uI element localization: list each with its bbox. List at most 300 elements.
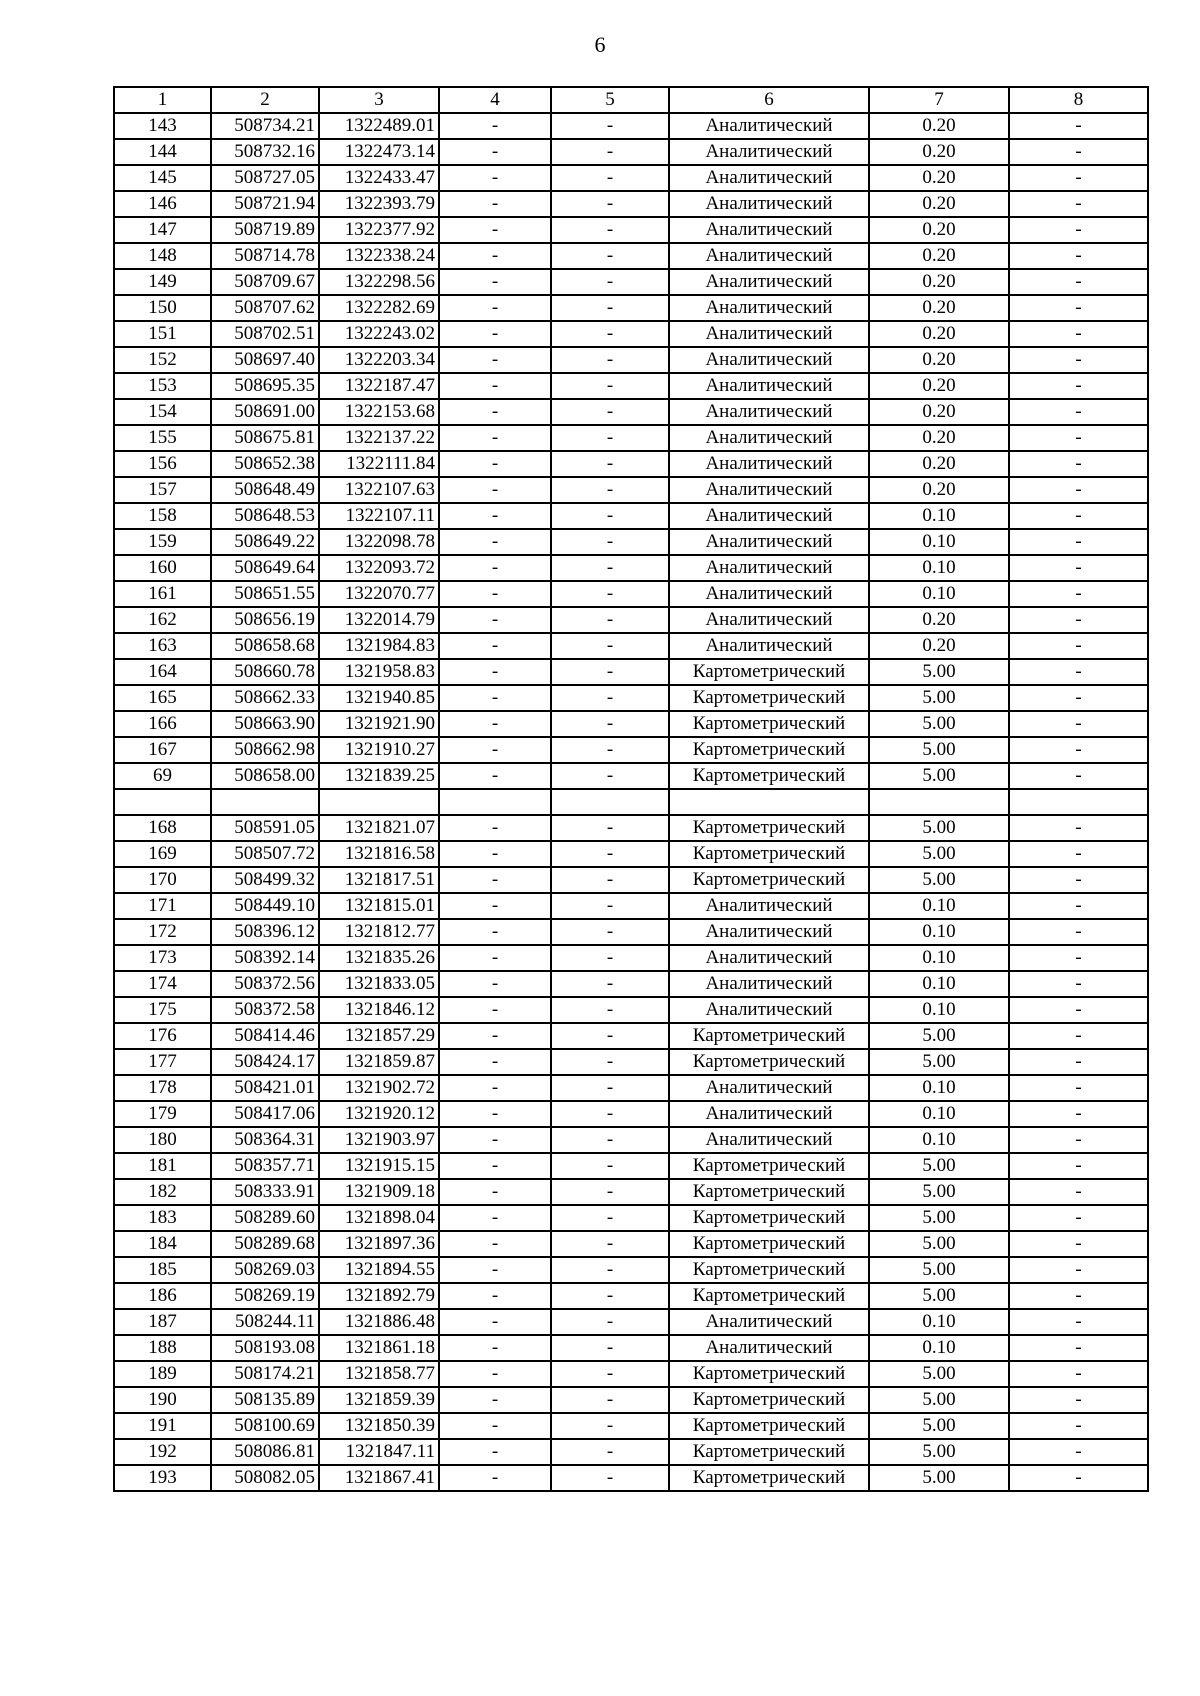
column-4-cell: - (439, 763, 551, 789)
point-number-cell: 179 (114, 1101, 211, 1127)
point-number-cell: 169 (114, 841, 211, 867)
y-coordinate-cell: 1322473.14 (319, 139, 439, 165)
column-5-cell: - (551, 763, 669, 789)
y-coordinate-cell: 1321898.04 (319, 1205, 439, 1231)
point-number-cell: 176 (114, 1023, 211, 1049)
method-cell: Картометрический (669, 1231, 869, 1257)
table-row (114, 1179, 1148, 1205)
column-8-cell: - (1009, 373, 1148, 399)
accuracy-cell: 0.10 (869, 945, 1009, 971)
method-cell: Аналитический (669, 243, 869, 269)
column-5-cell: - (551, 1361, 669, 1387)
x-coordinate-cell (211, 789, 319, 815)
accuracy-cell: 5.00 (869, 867, 1009, 893)
table-row (114, 451, 1148, 477)
point-number-cell: 171 (114, 893, 211, 919)
y-coordinate-cell: 1322187.47 (319, 373, 439, 399)
column-4-cell: - (439, 1205, 551, 1231)
accuracy-cell: 5.00 (869, 1439, 1009, 1465)
x-coordinate-cell: 508289.68 (211, 1231, 319, 1257)
table-row (114, 425, 1148, 451)
x-coordinate-cell: 508649.22 (211, 529, 319, 555)
x-coordinate-cell: 508414.46 (211, 1023, 319, 1049)
column-8-cell: - (1009, 1361, 1148, 1387)
x-coordinate-cell: 508663.90 (211, 711, 319, 737)
point-number-cell: 163 (114, 633, 211, 659)
x-coordinate-cell: 508100.69 (211, 1413, 319, 1439)
column-8-cell: - (1009, 347, 1148, 373)
y-coordinate-cell: 1322111.84 (319, 451, 439, 477)
y-coordinate-cell: 1321892.79 (319, 1283, 439, 1309)
column-8-cell: - (1009, 1413, 1148, 1439)
column-5-cell (551, 789, 669, 815)
column-8-cell: - (1009, 529, 1148, 555)
accuracy-cell: 5.00 (869, 1413, 1009, 1439)
column-5-cell: - (551, 529, 669, 555)
column-8-cell: - (1009, 191, 1148, 217)
accuracy-cell: 0.20 (869, 373, 1009, 399)
x-coordinate-cell: 508396.12 (211, 919, 319, 945)
x-coordinate-cell: 508651.55 (211, 581, 319, 607)
column-8-cell: - (1009, 217, 1148, 243)
column-5-cell: - (551, 711, 669, 737)
method-cell (669, 789, 869, 815)
y-coordinate-cell: 1322298.56 (319, 269, 439, 295)
table-row (114, 1075, 1148, 1101)
method-cell: Аналитический (669, 321, 869, 347)
column-4-cell: - (439, 685, 551, 711)
x-coordinate-cell: 508709.67 (211, 269, 319, 295)
column-4-cell: - (439, 815, 551, 841)
column-8-cell: - (1009, 399, 1148, 425)
accuracy-cell: 5.00 (869, 815, 1009, 841)
column-5-cell: - (551, 607, 669, 633)
accuracy-cell: 0.20 (869, 607, 1009, 633)
method-cell: Аналитический (669, 1075, 869, 1101)
method-cell: Аналитический (669, 997, 869, 1023)
accuracy-cell: 0.20 (869, 139, 1009, 165)
accuracy-cell: 0.10 (869, 555, 1009, 581)
method-cell: Картометрический (669, 1387, 869, 1413)
table-row (114, 321, 1148, 347)
column-4-cell: - (439, 893, 551, 919)
method-cell: Картометрический (669, 1049, 869, 1075)
column-4-cell: - (439, 451, 551, 477)
accuracy-cell: 5.00 (869, 1205, 1009, 1231)
method-cell: Картометрический (669, 1023, 869, 1049)
method-cell: Аналитический (669, 503, 869, 529)
y-coordinate-cell: 1322393.79 (319, 191, 439, 217)
column-5-cell: - (551, 1205, 669, 1231)
accuracy-cell: 0.10 (869, 1335, 1009, 1361)
accuracy-cell: 0.20 (869, 399, 1009, 425)
column-4-cell: - (439, 191, 551, 217)
column-8-cell: - (1009, 1153, 1148, 1179)
accuracy-cell: 0.20 (869, 477, 1009, 503)
accuracy-cell: 5.00 (869, 1023, 1009, 1049)
column-8-cell: - (1009, 1231, 1148, 1257)
method-cell: Картометрический (669, 1413, 869, 1439)
table-row (114, 477, 1148, 503)
table-row (114, 945, 1148, 971)
accuracy-cell: 5.00 (869, 1465, 1009, 1491)
column-4-cell: - (439, 1153, 551, 1179)
point-number-cell: 183 (114, 1205, 211, 1231)
column-4-cell: - (439, 113, 551, 139)
column-8-cell: - (1009, 1387, 1148, 1413)
method-cell: Картометрический (669, 1205, 869, 1231)
column-4-cell: - (439, 1413, 551, 1439)
y-coordinate-cell: 1321920.12 (319, 1101, 439, 1127)
y-coordinate-cell: 1322014.79 (319, 607, 439, 633)
column-8-cell: - (1009, 269, 1148, 295)
column-8-cell: - (1009, 607, 1148, 633)
point-number-cell: 170 (114, 867, 211, 893)
column-5-cell: - (551, 1413, 669, 1439)
column-4-cell: - (439, 399, 551, 425)
y-coordinate-cell: 1322098.78 (319, 529, 439, 555)
point-number-cell: 167 (114, 737, 211, 763)
accuracy-cell: 5.00 (869, 1231, 1009, 1257)
point-number-cell: 146 (114, 191, 211, 217)
column-header-8: 8 (1009, 87, 1148, 113)
x-coordinate-cell: 508193.08 (211, 1335, 319, 1361)
table-row (114, 269, 1148, 295)
column-8-cell: - (1009, 1127, 1148, 1153)
column-5-cell: - (551, 1049, 669, 1075)
column-5-cell: - (551, 1101, 669, 1127)
y-coordinate-cell: 1321812.77 (319, 919, 439, 945)
accuracy-cell: 0.20 (869, 633, 1009, 659)
accuracy-cell: 0.20 (869, 425, 1009, 451)
accuracy-cell: 0.10 (869, 919, 1009, 945)
column-5-cell: - (551, 373, 669, 399)
point-number-cell: 186 (114, 1283, 211, 1309)
accuracy-cell: 5.00 (869, 1361, 1009, 1387)
method-cell: Аналитический (669, 373, 869, 399)
column-8-cell: - (1009, 659, 1148, 685)
column-8-cell: - (1009, 971, 1148, 997)
x-coordinate-cell: 508727.05 (211, 165, 319, 191)
x-coordinate-cell: 508333.91 (211, 1179, 319, 1205)
x-coordinate-cell: 508691.00 (211, 399, 319, 425)
point-number-cell: 187 (114, 1309, 211, 1335)
method-cell: Картометрический (669, 1153, 869, 1179)
accuracy-cell: 0.10 (869, 1127, 1009, 1153)
accuracy-cell: 0.20 (869, 451, 1009, 477)
column-4-cell: - (439, 1465, 551, 1491)
column-5-cell: - (551, 997, 669, 1023)
method-cell: Картометрический (669, 1179, 869, 1205)
point-number-cell: 145 (114, 165, 211, 191)
table-row (114, 1361, 1148, 1387)
y-coordinate-cell: 1322433.47 (319, 165, 439, 191)
accuracy-cell: 5.00 (869, 1049, 1009, 1075)
method-cell: Картометрический (669, 685, 869, 711)
point-number-cell (114, 789, 211, 815)
x-coordinate-cell: 508269.19 (211, 1283, 319, 1309)
x-coordinate-cell: 508658.68 (211, 633, 319, 659)
point-number-cell: 193 (114, 1465, 211, 1491)
column-5-cell: - (551, 737, 669, 763)
table-row (114, 1231, 1148, 1257)
column-4-cell: - (439, 867, 551, 893)
table-row (114, 347, 1148, 373)
column-5-cell: - (551, 867, 669, 893)
point-number-cell: 158 (114, 503, 211, 529)
point-number-cell: 151 (114, 321, 211, 347)
table-row (114, 295, 1148, 321)
table-row (114, 1465, 1148, 1491)
column-4-cell: - (439, 269, 551, 295)
accuracy-cell: 5.00 (869, 1153, 1009, 1179)
column-8-cell: - (1009, 295, 1148, 321)
column-5-cell: - (551, 217, 669, 243)
point-number-cell: 188 (114, 1335, 211, 1361)
y-coordinate-cell: 1322153.68 (319, 399, 439, 425)
column-4-cell: - (439, 555, 551, 581)
point-number-cell: 147 (114, 217, 211, 243)
point-number-cell: 166 (114, 711, 211, 737)
column-5-cell: - (551, 555, 669, 581)
method-cell: Аналитический (669, 269, 869, 295)
accuracy-cell: 5.00 (869, 685, 1009, 711)
y-coordinate-cell: 1321846.12 (319, 997, 439, 1023)
table-row (114, 1335, 1148, 1361)
y-coordinate-cell: 1321833.05 (319, 971, 439, 997)
column-4-cell: - (439, 1257, 551, 1283)
y-coordinate-cell: 1321984.83 (319, 633, 439, 659)
table-row (114, 1023, 1148, 1049)
accuracy-cell: 0.10 (869, 581, 1009, 607)
method-cell: Аналитический (669, 945, 869, 971)
point-number-cell: 165 (114, 685, 211, 711)
y-coordinate-cell: 1321886.48 (319, 1309, 439, 1335)
accuracy-cell: 0.10 (869, 503, 1009, 529)
column-5-cell: - (551, 1023, 669, 1049)
table-row (114, 1049, 1148, 1075)
point-number-cell: 148 (114, 243, 211, 269)
table-header-row (114, 87, 1148, 113)
method-cell: Аналитический (669, 581, 869, 607)
column-5-cell: - (551, 399, 669, 425)
point-number-cell: 185 (114, 1257, 211, 1283)
column-4-cell: - (439, 529, 551, 555)
point-number-cell: 154 (114, 399, 211, 425)
method-cell: Аналитический (669, 295, 869, 321)
column-8-cell: - (1009, 581, 1148, 607)
x-coordinate-cell: 508707.62 (211, 295, 319, 321)
column-5-cell: - (551, 321, 669, 347)
column-5-cell: - (551, 919, 669, 945)
column-4-cell: - (439, 321, 551, 347)
table-row (114, 1283, 1148, 1309)
column-5-cell: - (551, 945, 669, 971)
column-5-cell: - (551, 295, 669, 321)
column-4-cell: - (439, 841, 551, 867)
accuracy-cell: 0.20 (869, 217, 1009, 243)
point-number-cell: 181 (114, 1153, 211, 1179)
y-coordinate-cell: 1322137.22 (319, 425, 439, 451)
point-number-cell: 150 (114, 295, 211, 321)
column-8-cell: - (1009, 945, 1148, 971)
column-8-cell: - (1009, 451, 1148, 477)
column-4-cell: - (439, 711, 551, 737)
column-8-cell: - (1009, 685, 1148, 711)
accuracy-cell: 5.00 (869, 1257, 1009, 1283)
column-header-2: 2 (211, 87, 319, 113)
accuracy-cell: 0.10 (869, 1101, 1009, 1127)
column-5-cell: - (551, 1465, 669, 1491)
x-coordinate-cell: 508507.72 (211, 841, 319, 867)
column-5-cell: - (551, 503, 669, 529)
y-coordinate-cell: 1321821.07 (319, 815, 439, 841)
x-coordinate-cell: 508662.33 (211, 685, 319, 711)
table-row (114, 607, 1148, 633)
column-4-cell: - (439, 659, 551, 685)
point-number-cell: 172 (114, 919, 211, 945)
column-4-cell (439, 789, 551, 815)
method-cell: Аналитический (669, 1335, 869, 1361)
table-row (114, 165, 1148, 191)
point-number-cell: 175 (114, 997, 211, 1023)
column-8-cell: - (1009, 1075, 1148, 1101)
point-number-cell: 184 (114, 1231, 211, 1257)
x-coordinate-cell: 508244.11 (211, 1309, 319, 1335)
y-coordinate-cell: 1322243.02 (319, 321, 439, 347)
accuracy-cell: 0.10 (869, 1309, 1009, 1335)
x-coordinate-cell: 508660.78 (211, 659, 319, 685)
x-coordinate-cell: 508697.40 (211, 347, 319, 373)
method-cell: Аналитический (669, 139, 869, 165)
column-4-cell: - (439, 217, 551, 243)
point-number-cell: 177 (114, 1049, 211, 1075)
table-row (114, 1205, 1148, 1231)
x-coordinate-cell: 508424.17 (211, 1049, 319, 1075)
x-coordinate-cell: 508656.19 (211, 607, 319, 633)
x-coordinate-cell: 508392.14 (211, 945, 319, 971)
column-header-4: 4 (439, 87, 551, 113)
coordinates-table (113, 86, 1149, 1492)
y-coordinate-cell: 1321894.55 (319, 1257, 439, 1283)
point-number-cell: 160 (114, 555, 211, 581)
point-number-cell: 155 (114, 425, 211, 451)
table-row (114, 867, 1148, 893)
accuracy-cell: 0.20 (869, 269, 1009, 295)
column-8-cell: - (1009, 555, 1148, 581)
column-8-cell: - (1009, 1309, 1148, 1335)
point-number-cell: 174 (114, 971, 211, 997)
column-4-cell: - (439, 1101, 551, 1127)
point-number-cell: 159 (114, 529, 211, 555)
x-coordinate-cell: 508449.10 (211, 893, 319, 919)
column-4-cell: - (439, 295, 551, 321)
accuracy-cell: 0.20 (869, 295, 1009, 321)
method-cell: Картометрический (669, 737, 869, 763)
column-8-cell: - (1009, 711, 1148, 737)
column-5-cell: - (551, 451, 669, 477)
method-cell: Аналитический (669, 555, 869, 581)
y-coordinate-cell: 1321815.01 (319, 893, 439, 919)
method-cell: Аналитический (669, 347, 869, 373)
column-8-cell (1009, 789, 1148, 815)
accuracy-cell: 0.20 (869, 191, 1009, 217)
column-5-cell: - (551, 893, 669, 919)
column-4-cell: - (439, 425, 551, 451)
point-number-cell: 190 (114, 1387, 211, 1413)
y-coordinate-cell: 1321859.39 (319, 1387, 439, 1413)
method-cell: Аналитический (669, 425, 869, 451)
column-4-cell: - (439, 1335, 551, 1361)
table-row (114, 789, 1148, 815)
table-row (114, 893, 1148, 919)
method-cell: Аналитический (669, 1309, 869, 1335)
column-5-cell: - (551, 841, 669, 867)
table-row (114, 633, 1148, 659)
point-number-cell: 157 (114, 477, 211, 503)
column-header-1: 1 (114, 87, 211, 113)
column-4-cell: - (439, 1023, 551, 1049)
x-coordinate-cell: 508364.31 (211, 1127, 319, 1153)
accuracy-cell: 0.20 (869, 347, 1009, 373)
x-coordinate-cell: 508372.56 (211, 971, 319, 997)
column-5-cell: - (551, 1283, 669, 1309)
column-5-cell: - (551, 139, 669, 165)
method-cell: Аналитический (669, 1127, 869, 1153)
y-coordinate-cell: 1322282.69 (319, 295, 439, 321)
column-5-cell: - (551, 425, 669, 451)
y-coordinate-cell: 1322338.24 (319, 243, 439, 269)
column-4-cell: - (439, 1387, 551, 1413)
method-cell: Аналитический (669, 217, 869, 243)
column-4-cell: - (439, 243, 551, 269)
point-number-cell: 149 (114, 269, 211, 295)
column-8-cell: - (1009, 815, 1148, 841)
column-4-cell: - (439, 1361, 551, 1387)
table-row (114, 217, 1148, 243)
column-5-cell: - (551, 165, 669, 191)
column-header-3: 3 (319, 87, 439, 113)
column-4-cell: - (439, 945, 551, 971)
column-5-cell: - (551, 1231, 669, 1257)
column-8-cell: - (1009, 1439, 1148, 1465)
table-row (114, 139, 1148, 165)
x-coordinate-cell: 508648.53 (211, 503, 319, 529)
y-coordinate-cell: 1322489.01 (319, 113, 439, 139)
column-8-cell: - (1009, 1465, 1148, 1491)
x-coordinate-cell: 508372.58 (211, 997, 319, 1023)
method-cell: Аналитический (669, 399, 869, 425)
point-number-cell: 168 (114, 815, 211, 841)
column-4-cell: - (439, 373, 551, 399)
y-coordinate-cell: 1321921.90 (319, 711, 439, 737)
column-4-cell: - (439, 1049, 551, 1075)
column-8-cell: - (1009, 1335, 1148, 1361)
method-cell: Картометрический (669, 841, 869, 867)
column-5-cell: - (551, 1335, 669, 1361)
point-number-cell: 191 (114, 1413, 211, 1439)
accuracy-cell: 0.10 (869, 529, 1009, 555)
column-5-cell: - (551, 477, 669, 503)
table-row (114, 373, 1148, 399)
method-cell: Картометрический (669, 711, 869, 737)
method-cell: Аналитический (669, 1101, 869, 1127)
column-5-cell: - (551, 1127, 669, 1153)
y-coordinate-cell (319, 789, 439, 815)
method-cell: Картометрический (669, 1465, 869, 1491)
y-coordinate-cell: 1322377.92 (319, 217, 439, 243)
accuracy-cell: 0.20 (869, 165, 1009, 191)
